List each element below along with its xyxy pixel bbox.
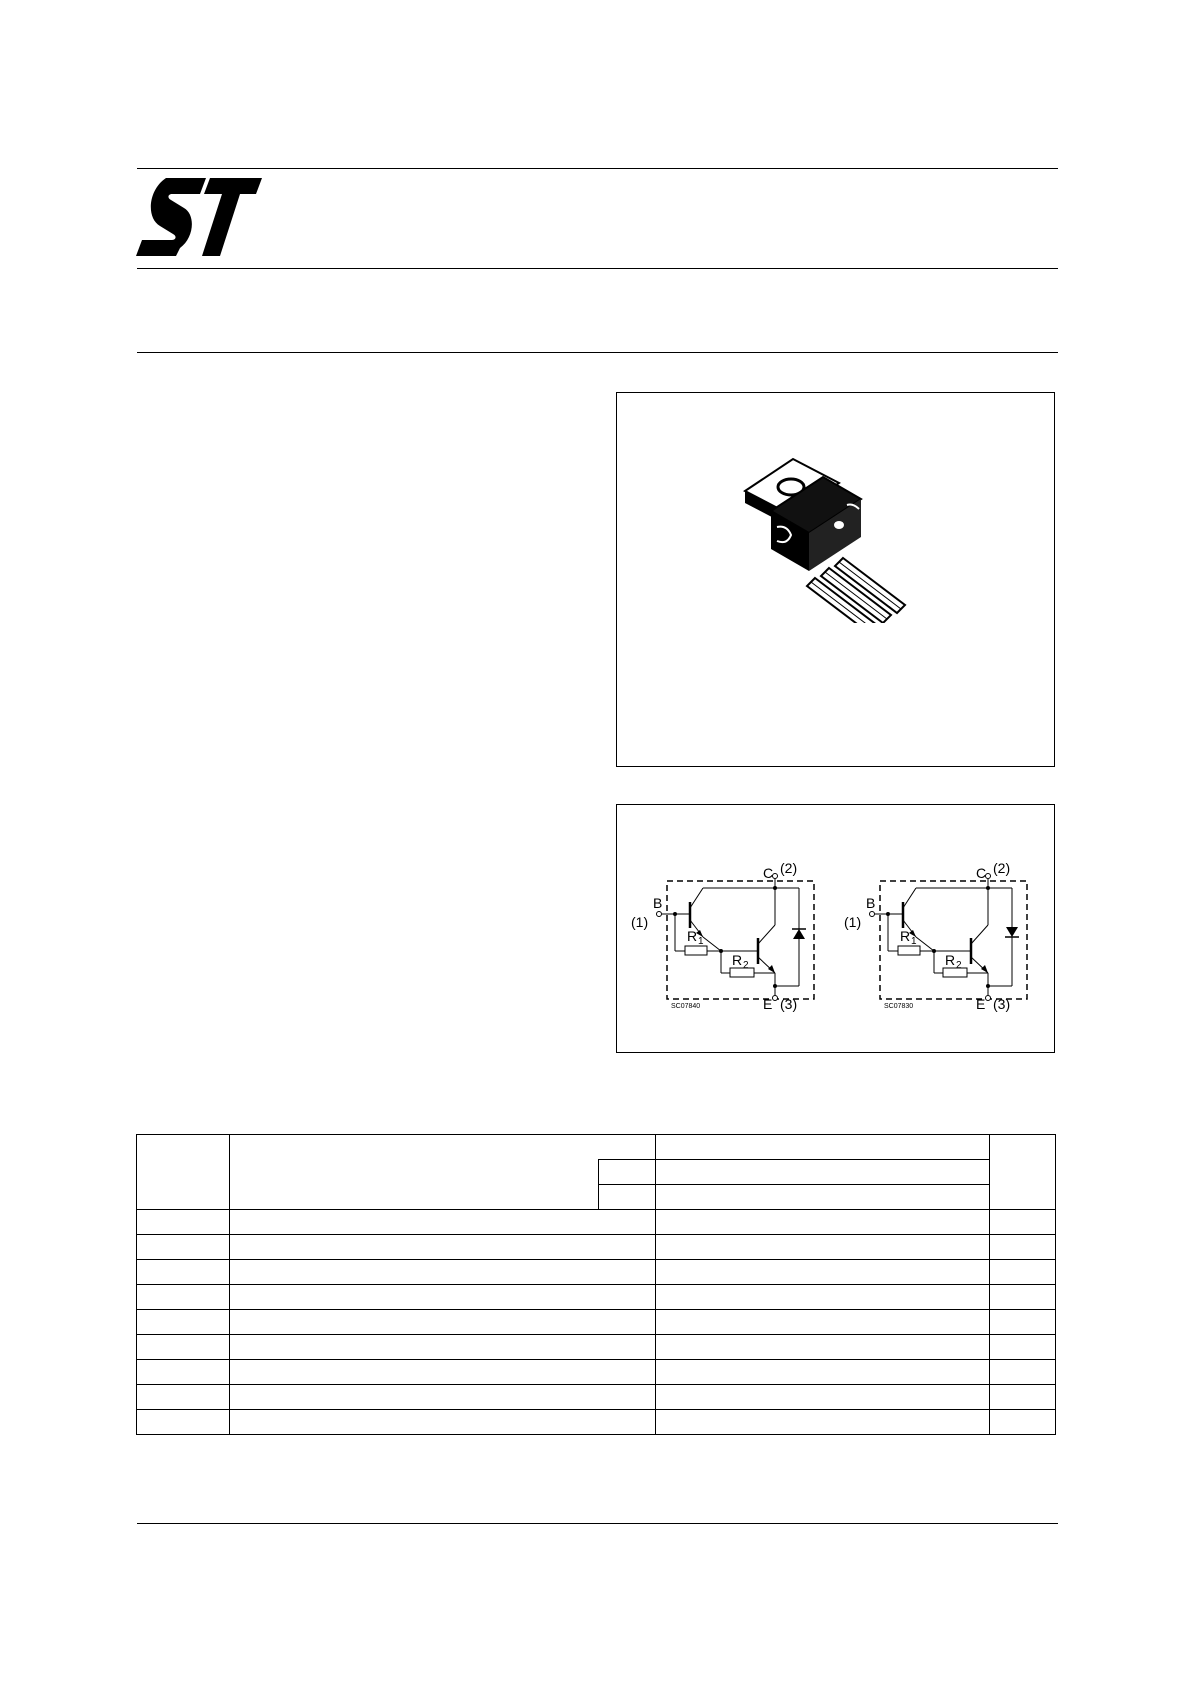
table-row (137, 1210, 1056, 1235)
value-cell (656, 1410, 990, 1435)
table-header-row (137, 1135, 1056, 1160)
value-cell (656, 1335, 990, 1360)
footer-rule (137, 1523, 1058, 1524)
variant-label-cell (599, 1160, 656, 1185)
r2-subscript: 2 (956, 960, 962, 971)
schematic-right (844, 860, 1027, 1012)
r1-subscript: 1 (698, 936, 704, 947)
unit-header-cell (990, 1135, 1056, 1210)
base-label: B (866, 895, 876, 911)
unit-cell (990, 1260, 1056, 1285)
table-row (137, 1360, 1056, 1385)
emitter-label: E (763, 996, 773, 1012)
symbol-cell (137, 1335, 230, 1360)
title-bottom-rule (137, 352, 1058, 353)
symbol-cell (137, 1410, 230, 1435)
schematic-code: SC07830 (884, 1003, 914, 1010)
value-cell (656, 1310, 990, 1335)
collector-label: C (976, 865, 987, 881)
emitter-pin-label: (3) (780, 996, 798, 1012)
parameter-cell (230, 1235, 656, 1260)
parameter-cell (230, 1285, 656, 1310)
table-row (137, 1235, 1056, 1260)
internal-schematic-diagram (617, 805, 1056, 1054)
schematic-figure-box (616, 804, 1055, 1053)
value-cell (656, 1235, 990, 1260)
header-top-rule (137, 168, 1058, 169)
parameter-cell (230, 1335, 656, 1360)
base-label: B (653, 895, 663, 911)
emitter-label: E (976, 996, 986, 1012)
schematic-code: SC07840 (671, 1003, 701, 1010)
symbol-cell (137, 1235, 230, 1260)
emitter-pin-label: (3) (993, 996, 1011, 1012)
base-pin-label: (1) (844, 914, 862, 930)
collector-pin-label: (2) (780, 860, 798, 876)
to220-package-image (743, 453, 943, 623)
value-cell (656, 1385, 990, 1410)
variant-label-cell (599, 1185, 656, 1210)
unit-cell (990, 1210, 1056, 1235)
table-row (137, 1335, 1056, 1360)
package-figure-box (616, 392, 1055, 767)
r1-subscript: 1 (911, 936, 917, 947)
r1-label: R (687, 928, 698, 944)
unit-cell (990, 1385, 1056, 1410)
table-row (137, 1260, 1056, 1285)
parameter-cell (230, 1385, 656, 1410)
table-row (137, 1285, 1056, 1310)
unit-cell (990, 1310, 1056, 1335)
value-cell (656, 1285, 990, 1310)
unit-cell (990, 1410, 1056, 1435)
symbol-header-cell (137, 1135, 230, 1210)
parameter-cell (230, 1410, 656, 1435)
r2-label: R (945, 952, 956, 968)
base-pin-label: (1) (631, 914, 649, 930)
variant-value-cell (656, 1160, 990, 1185)
value-cell (656, 1260, 990, 1285)
symbol-cell (137, 1260, 230, 1285)
header-bottom-rule (137, 268, 1058, 269)
symbol-cell (137, 1310, 230, 1335)
unit-cell (990, 1360, 1056, 1385)
table-row (137, 1385, 1056, 1410)
unit-cell (990, 1235, 1056, 1260)
unit-cell (990, 1335, 1056, 1360)
symbol-cell (137, 1385, 230, 1410)
r2-label: R (732, 952, 743, 968)
value-header-cell (656, 1135, 990, 1160)
parameter-cell (230, 1260, 656, 1285)
unit-cell (990, 1285, 1056, 1310)
value-cell (656, 1210, 990, 1235)
symbol-cell (137, 1285, 230, 1310)
r1-label: R (900, 928, 911, 944)
symbol-cell (137, 1210, 230, 1235)
collector-label: C (763, 865, 774, 881)
value-cell (656, 1360, 990, 1385)
r2-subscript: 2 (743, 960, 749, 971)
symbol-cell (137, 1360, 230, 1385)
ratings-table (136, 1134, 1056, 1435)
table-row (137, 1410, 1056, 1435)
st-logo (136, 178, 262, 256)
subheader-spacer-cell (599, 1135, 656, 1160)
variant-value-cell (656, 1185, 990, 1210)
schematic-left (631, 860, 814, 1012)
parameter-cell (230, 1310, 656, 1335)
table-row (137, 1310, 1056, 1335)
parameter-cell (230, 1210, 656, 1235)
parameter-header-cell (230, 1135, 599, 1210)
collector-pin-label: (2) (993, 860, 1011, 876)
parameter-cell (230, 1360, 656, 1385)
